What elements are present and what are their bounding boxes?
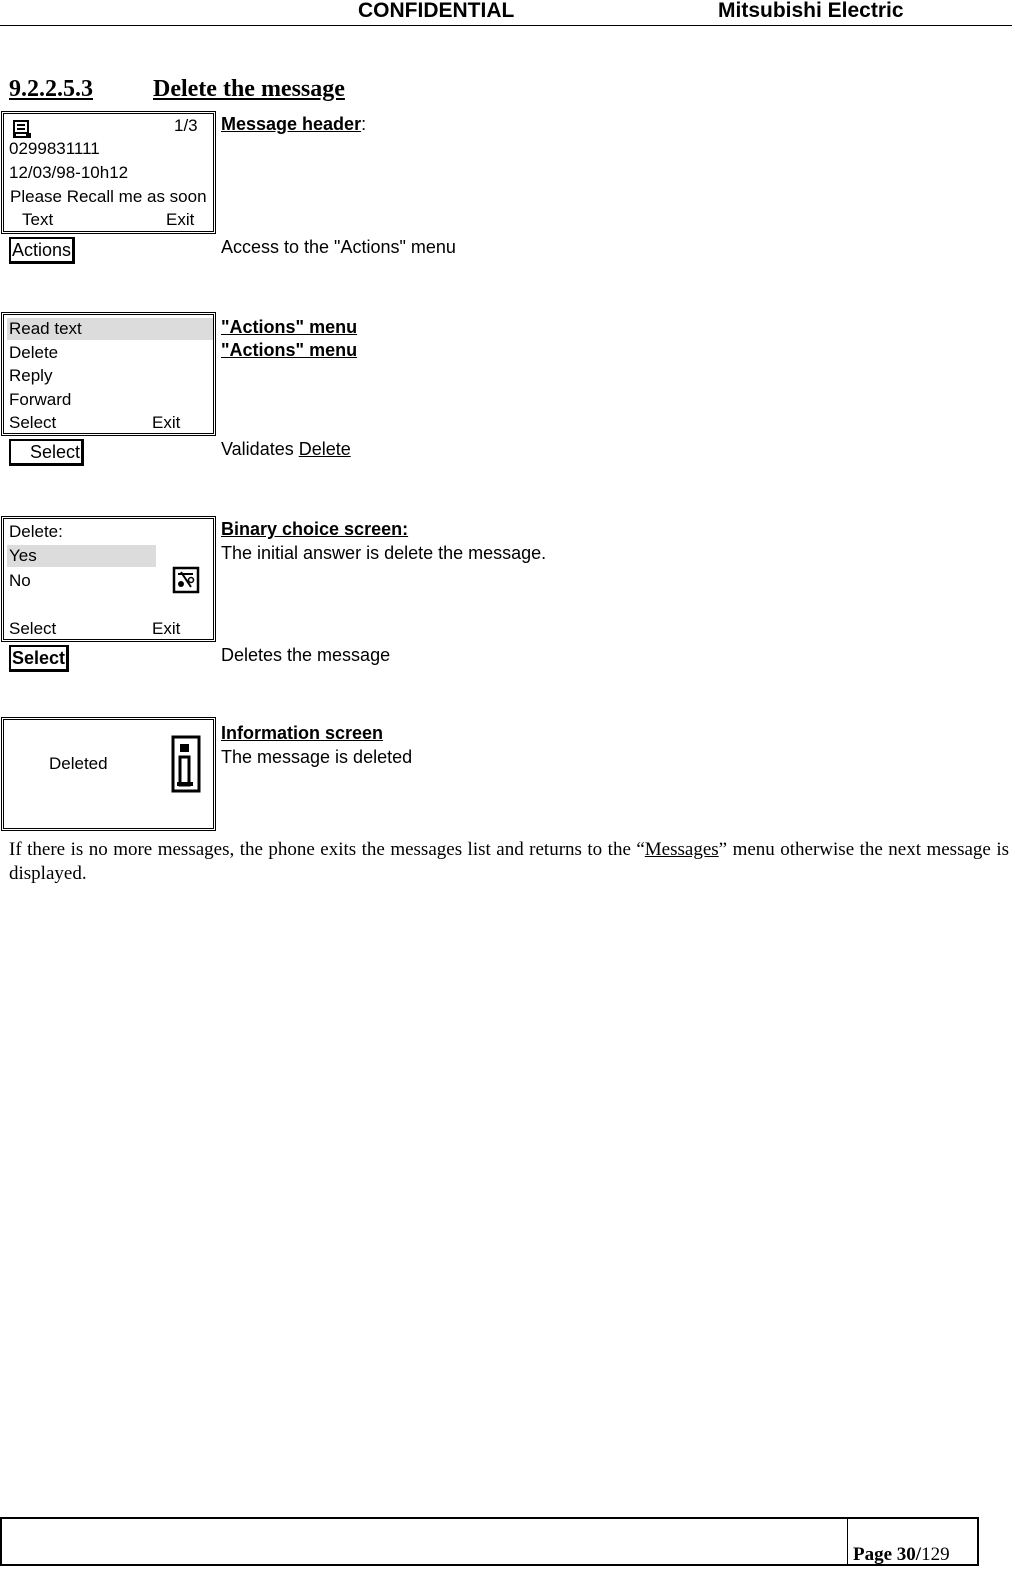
message-header-desc (221, 113, 366, 136)
softkey-select[interactable]: Select (9, 619, 57, 638)
actions-menu-title: "Actions" menu (221, 317, 358, 337)
information-title: Information screen (221, 723, 384, 743)
closing-paragraph (9, 838, 1009, 886)
messages-link[interactable]: Messages (644, 839, 719, 860)
footer-cell-divider (847, 1519, 848, 1564)
binary-choice-title: Binary choice screen: (221, 519, 409, 539)
sender-number: 0299831111 (9, 139, 100, 158)
softkey-select[interactable]: Select (9, 413, 57, 432)
message-datetime: 12/03/98-10h12 (9, 163, 129, 182)
message-header-screen (1, 111, 216, 234)
softkey-exit[interactable]: Exit (166, 210, 195, 229)
menu-item-forward[interactable]: Forward (9, 390, 72, 409)
section-heading (9, 76, 345, 103)
actions-menu-screen (1, 312, 216, 436)
page-label: Page 30/ (853, 1544, 922, 1565)
company-name: Mitsubishi Electric (718, 0, 904, 22)
softkey-text[interactable]: Text (22, 210, 54, 229)
section-number: 9.2.2.5.3 (9, 76, 93, 102)
message-header-colon: : (361, 114, 367, 134)
message-header-title: Message header (221, 114, 362, 134)
header-divider (0, 25, 1012, 26)
delete-prompt: Delete: (9, 522, 63, 541)
page-number (853, 1544, 950, 1566)
softkey-exit[interactable]: Exit (152, 619, 181, 638)
trash-icon (172, 566, 200, 594)
menu-item-delete[interactable]: Delete (9, 343, 59, 362)
message-counter: 1/3 (174, 116, 198, 135)
actions-key-desc: Access to the "Actions" menu (221, 237, 456, 257)
menu-item-reply[interactable]: Reply (9, 366, 53, 385)
confidential-label: CONFIDENTIAL (358, 0, 515, 22)
envelope-icon (12, 119, 32, 139)
actions-key[interactable]: Actions (9, 237, 75, 264)
delete-link[interactable]: Delete (298, 439, 351, 459)
message-text: Please Recall me as soon (10, 187, 207, 206)
choice-yes[interactable]: Yes (7, 545, 156, 567)
select-key-desc (221, 438, 351, 461)
paragraph-text-after: ” menu otherwise the next message is displayed. (9, 839, 1009, 884)
information-text: The message is deleted (221, 747, 413, 767)
choice-no[interactable]: No (9, 571, 31, 590)
softkey-exit[interactable]: Exit (152, 413, 181, 432)
information-screen (1, 717, 216, 831)
deleted-text: Deleted (49, 754, 108, 773)
actions-menu-title-2: "Actions" menu (221, 340, 358, 360)
select-key[interactable]: Select (9, 439, 84, 466)
footer-box (0, 1517, 979, 1566)
page-total: 129 (921, 1544, 950, 1565)
select-confirm-key[interactable]: Select (9, 645, 69, 672)
select-confirm-desc: Deletes the message (221, 645, 391, 665)
validates-text: Validates (221, 439, 299, 459)
binary-choice-text: The initial answer is delete the message. (221, 543, 547, 563)
paragraph-text-before: If there is no more messages, the phone exits the messages list and returns to the “ (9, 839, 645, 860)
info-icon (171, 735, 201, 795)
section-title: Delete the message (153, 76, 345, 102)
binary-choice-screen (1, 516, 216, 642)
menu-item-read-text[interactable]: Read text (7, 318, 213, 340)
